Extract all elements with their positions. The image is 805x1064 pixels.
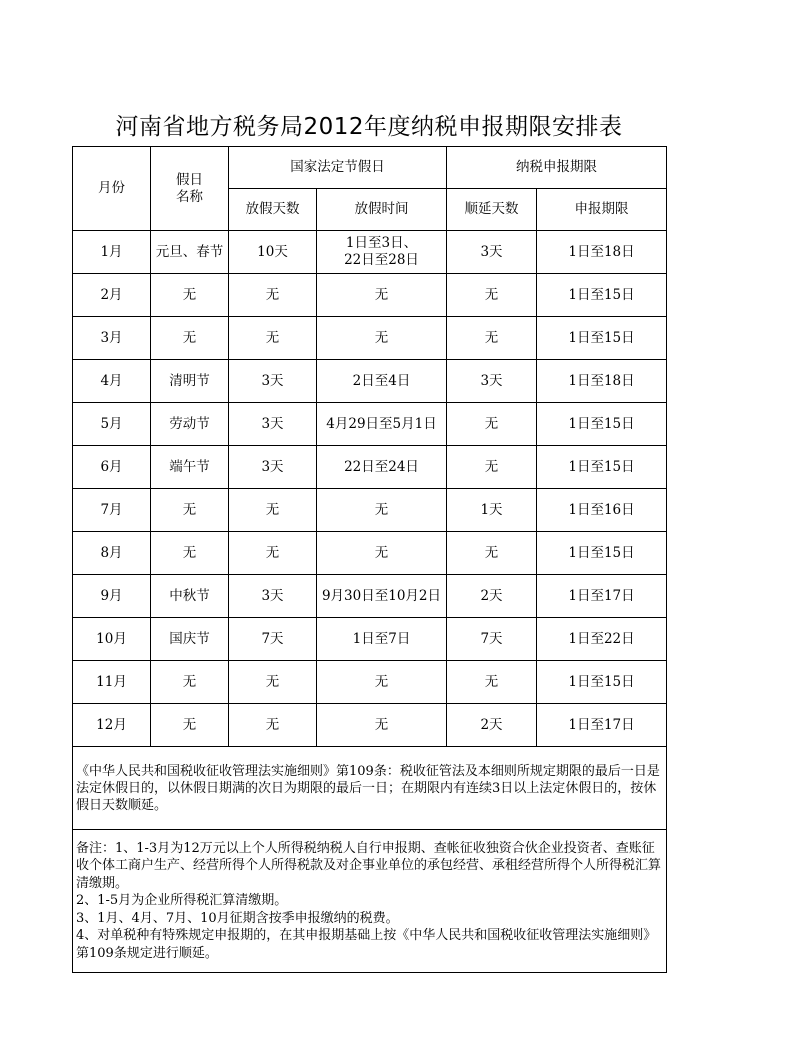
cell-month: 11月: [73, 661, 151, 704]
remark-3: 3、1月、4月、7月、10月征期含按季申报缴纳的税费。: [76, 910, 399, 926]
cell-days-off: 无: [229, 274, 317, 317]
table-row: [73, 231, 667, 274]
cell-days-off: 无: [229, 489, 317, 532]
cell-off-time: 无: [317, 661, 447, 704]
cell-off-time: 4月29日至5月1日: [317, 403, 447, 446]
cell-holiday-name: 中秋节: [151, 575, 229, 618]
cell-month: 2月: [73, 274, 151, 317]
table-row: [73, 489, 667, 532]
remark-4: 4、对单税种有特殊规定申报期的，在其申报期基础上按《中华人民共和国税收征收管理法实施细则》第109条规定进行顺延。: [76, 928, 657, 961]
cell-month: 9月: [73, 575, 151, 618]
cell-off-time: 无: [317, 532, 447, 575]
cell-holiday-name: 劳动节: [151, 403, 229, 446]
table-row: [73, 575, 667, 618]
cell-off-time: 1日至3日、 22日至28日: [317, 231, 447, 274]
cell-holiday-name: 国庆节: [151, 618, 229, 661]
table-row: [73, 661, 667, 704]
cell-extend-days: 3天: [447, 360, 537, 403]
page-title: 河南省地方税务局2012年度纳税申报期限安排表: [115, 114, 623, 140]
cell-month: 3月: [73, 317, 151, 360]
cell-holiday-name: 无: [151, 274, 229, 317]
cell-extend-days: 3天: [447, 231, 537, 274]
cell-extend-days: 1天: [447, 489, 537, 532]
cell-extend-days: 无: [447, 317, 537, 360]
cell-holiday-name: 无: [151, 489, 229, 532]
cell-off-time: 无: [317, 704, 447, 747]
cell-extend-days: 无: [447, 403, 537, 446]
cell-month: 4月: [73, 360, 151, 403]
cell-extend-days: 7天: [447, 618, 537, 661]
cell-days-off: 10天: [229, 231, 317, 274]
cell-month: 10月: [73, 618, 151, 661]
cell-extend-days: 无: [447, 274, 537, 317]
remarks: [73, 830, 667, 973]
table-row: [73, 274, 667, 317]
cell-extend-days: 无: [447, 661, 537, 704]
cell-days-off: 无: [229, 317, 317, 360]
table-row: [73, 532, 667, 575]
header-days-off: 放假天数: [229, 189, 317, 231]
remark-1: 备注：1、1-3月为12万元以上个人所得税纳税人自行申报期、查帐征收独资合伙企业投资者、查账征收个体工商户生产、经营所得个人所得税款及对企事业单位的承包经营、承租经营所得个人所得税汇算清缴期。: [76, 840, 662, 891]
cell-period: 1日至16日: [537, 489, 667, 532]
cell-month: 8月: [73, 532, 151, 575]
header-national-holiday: 国家法定节假日: [229, 147, 447, 189]
cell-off-time: 9月30日至10月2日: [317, 575, 447, 618]
cell-period: 1日至15日: [537, 317, 667, 360]
cell-period: 1日至15日: [537, 661, 667, 704]
cell-off-time: 2日至4日: [317, 360, 447, 403]
header-holiday-name: 假日 名称: [151, 147, 229, 231]
table-row: [73, 446, 667, 489]
cell-period: 1日至15日: [537, 274, 667, 317]
cell-month: 7月: [73, 489, 151, 532]
cell-period: 1日至18日: [537, 360, 667, 403]
header-extend-days: 顺延天数: [447, 189, 537, 231]
cell-month: 6月: [73, 446, 151, 489]
cell-extend-days: 2天: [447, 575, 537, 618]
cell-days-off: 无: [229, 661, 317, 704]
table-row: [73, 618, 667, 661]
cell-period: 1日至22日: [537, 618, 667, 661]
header-tax-period: 纳税申报期限: [447, 147, 667, 189]
cell-extend-days: 2天: [447, 704, 537, 747]
cell-holiday-name: 无: [151, 661, 229, 704]
cell-period: 1日至17日: [537, 575, 667, 618]
cell-holiday-name: 元旦、春节: [151, 231, 229, 274]
cell-holiday-name: 清明节: [151, 360, 229, 403]
cell-off-time: 无: [317, 489, 447, 532]
cell-days-off: 3天: [229, 575, 317, 618]
cell-extend-days: 无: [447, 446, 537, 489]
cell-days-off: 无: [229, 532, 317, 575]
cell-period: 1日至15日: [537, 532, 667, 575]
cell-period: 1日至17日: [537, 704, 667, 747]
table-row: [73, 704, 667, 747]
cell-holiday-name: 端午节: [151, 446, 229, 489]
header-month: 月份: [73, 147, 151, 231]
cell-off-time: 1日至7日: [317, 618, 447, 661]
cell-period: 1日至15日: [537, 446, 667, 489]
table-row: [73, 360, 667, 403]
cell-holiday-name: 无: [151, 532, 229, 575]
cell-holiday-name: 无: [151, 317, 229, 360]
cell-days-off: 3天: [229, 403, 317, 446]
law-note: 《中华人民共和国税收征收管理法实施细则》第109条：税收征管法及本细则所规定期限的最后一日是法定休假日的，以休假日期满的次日为期限的最后一日；在期限内有连续3日以上法定休假日的，按休假日天数顺延。: [73, 747, 667, 830]
cell-days-off: 7天: [229, 618, 317, 661]
cell-month: 5月: [73, 403, 151, 446]
header-period: 申报期限: [537, 189, 667, 231]
cell-days-off: 3天: [229, 446, 317, 489]
cell-off-time: 无: [317, 317, 447, 360]
cell-month: 1月: [73, 231, 151, 274]
table-row: [73, 317, 667, 360]
cell-off-time: 22日至24日: [317, 446, 447, 489]
tax-schedule-table: [72, 146, 667, 973]
table-row: [73, 403, 667, 446]
cell-period: 1日至18日: [537, 231, 667, 274]
cell-holiday-name: 无: [151, 704, 229, 747]
header-off-time: 放假时间: [317, 189, 447, 231]
cell-days-off: 3天: [229, 360, 317, 403]
cell-off-time: 无: [317, 274, 447, 317]
cell-days-off: 无: [229, 704, 317, 747]
cell-month: 12月: [73, 704, 151, 747]
cell-extend-days: 无: [447, 532, 537, 575]
remark-2: 2、1-5月为企业所得税汇算清缴期。: [76, 893, 288, 909]
cell-period: 1日至15日: [537, 403, 667, 446]
